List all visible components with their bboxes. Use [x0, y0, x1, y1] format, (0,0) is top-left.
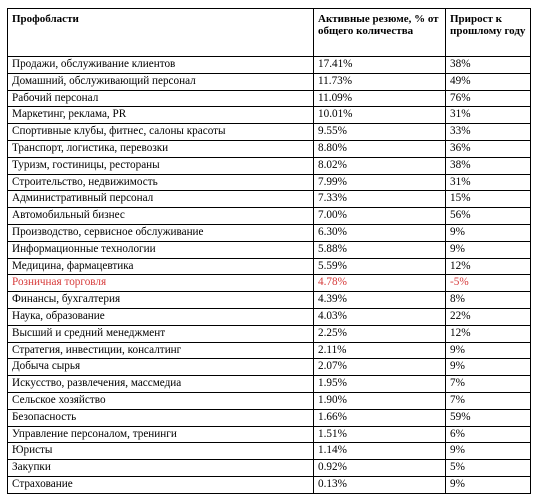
table-row	[8, 275, 531, 292]
cell-share: 11.73%	[314, 73, 446, 90]
cell-area: Административный персонал	[8, 191, 314, 208]
cell-share: 1.90%	[314, 392, 446, 409]
cell-area: Розничная торговля	[8, 275, 314, 292]
cell-share: 4.03%	[314, 308, 446, 325]
cell-share: 10.01%	[314, 107, 446, 124]
table-row	[8, 292, 531, 309]
cell-share: 2.07%	[314, 359, 446, 376]
cell-share: 7.00%	[314, 208, 446, 225]
cell-share: 2.11%	[314, 342, 446, 359]
cell-growth: 56%	[446, 208, 531, 225]
cell-growth: 9%	[446, 224, 531, 241]
cell-growth: -5%	[446, 275, 531, 292]
cell-share: 1.14%	[314, 443, 446, 460]
table-row	[8, 392, 531, 409]
cell-growth: 9%	[446, 342, 531, 359]
cell-area: Юристы	[8, 443, 314, 460]
cell-area: Продажи, обслуживание клиентов	[8, 57, 314, 74]
cell-growth: 33%	[446, 124, 531, 141]
table-row	[8, 124, 531, 141]
header-share: Активные резюме, % от общего количества	[314, 9, 446, 57]
cell-share: 8.02%	[314, 157, 446, 174]
table-row	[8, 409, 531, 426]
table-row	[8, 73, 531, 90]
cell-area: Наука, образование	[8, 308, 314, 325]
cell-area: Сельское хозяйство	[8, 392, 314, 409]
table-body	[8, 57, 531, 494]
cell-share: 9.55%	[314, 124, 446, 141]
cell-share: 4.78%	[314, 275, 446, 292]
header-row	[8, 9, 531, 57]
cell-area: Домашний, обслуживающий персонал	[8, 73, 314, 90]
table-row	[8, 376, 531, 393]
cell-growth: 7%	[446, 392, 531, 409]
table-header	[8, 9, 531, 57]
cell-area: Страхование	[8, 476, 314, 493]
cell-share: 4.39%	[314, 292, 446, 309]
cell-share: 17.41%	[314, 57, 446, 74]
header-area: Профобласти	[8, 9, 314, 57]
cell-area: Маркетинг, реклама, PR	[8, 107, 314, 124]
cell-growth: 31%	[446, 174, 531, 191]
cell-growth: 38%	[446, 57, 531, 74]
cell-growth: 12%	[446, 325, 531, 342]
cell-area: Туризм, гостиницы, рестораны	[8, 157, 314, 174]
table-row	[8, 258, 531, 275]
table-row	[8, 157, 531, 174]
table-row	[8, 191, 531, 208]
cell-growth: 59%	[446, 409, 531, 426]
cell-share: 0.92%	[314, 460, 446, 477]
cell-share: 7.33%	[314, 191, 446, 208]
cell-area: Управление персоналом, тренинги	[8, 426, 314, 443]
cell-area: Медицина, фармацевтика	[8, 258, 314, 275]
table-row	[8, 90, 531, 107]
cell-area: Финансы, бухгалтерия	[8, 292, 314, 309]
table-row	[8, 342, 531, 359]
table-row	[8, 224, 531, 241]
table-row	[8, 174, 531, 191]
cell-share: 5.88%	[314, 241, 446, 258]
cell-area: Автомобильный бизнес	[8, 208, 314, 225]
table-row	[8, 325, 531, 342]
cell-area: Стратегия, инвестиции, консалтинг	[8, 342, 314, 359]
resume-statistics-table	[7, 8, 531, 494]
cell-growth: 9%	[446, 359, 531, 376]
table-row	[8, 140, 531, 157]
cell-growth: 22%	[446, 308, 531, 325]
cell-area: Высший и средний менеджмент	[8, 325, 314, 342]
table-row	[8, 57, 531, 74]
cell-area: Транспорт, логистика, перевозки	[8, 140, 314, 157]
cell-growth: 8%	[446, 292, 531, 309]
cell-share: 1.66%	[314, 409, 446, 426]
cell-growth: 36%	[446, 140, 531, 157]
cell-area: Информационные технологии	[8, 241, 314, 258]
cell-growth: 6%	[446, 426, 531, 443]
cell-growth: 5%	[446, 460, 531, 477]
cell-growth: 38%	[446, 157, 531, 174]
cell-growth: 9%	[446, 476, 531, 493]
table-row	[8, 308, 531, 325]
cell-growth: 31%	[446, 107, 531, 124]
table-row	[8, 443, 531, 460]
cell-area: Спортивные клубы, фитнес, салоны красоты	[8, 124, 314, 141]
cell-growth: 7%	[446, 376, 531, 393]
cell-growth: 49%	[446, 73, 531, 90]
cell-growth: 76%	[446, 90, 531, 107]
cell-share: 6.30%	[314, 224, 446, 241]
cell-share: 1.51%	[314, 426, 446, 443]
table-row	[8, 426, 531, 443]
cell-share: 7.99%	[314, 174, 446, 191]
cell-area: Рабочий персонал	[8, 90, 314, 107]
cell-share: 1.95%	[314, 376, 446, 393]
table-row	[8, 107, 531, 124]
cell-share: 11.09%	[314, 90, 446, 107]
cell-growth: 9%	[446, 241, 531, 258]
table-row	[8, 359, 531, 376]
table-row	[8, 476, 531, 493]
table-row	[8, 208, 531, 225]
cell-growth: 9%	[446, 443, 531, 460]
cell-share: 5.59%	[314, 258, 446, 275]
cell-area: Искусство, развлечения, массмедиа	[8, 376, 314, 393]
cell-share: 8.80%	[314, 140, 446, 157]
cell-area: Производство, сервисное обслуживание	[8, 224, 314, 241]
cell-growth: 12%	[446, 258, 531, 275]
cell-area: Закупки	[8, 460, 314, 477]
table-row	[8, 460, 531, 477]
cell-area: Строительство, недвижимость	[8, 174, 314, 191]
cell-area: Безопасность	[8, 409, 314, 426]
cell-area: Добыча сырья	[8, 359, 314, 376]
cell-share: 0.13%	[314, 476, 446, 493]
header-growth: Прирост к прошлому году	[446, 9, 531, 57]
table-row	[8, 241, 531, 258]
cell-share: 2.25%	[314, 325, 446, 342]
cell-growth: 15%	[446, 191, 531, 208]
